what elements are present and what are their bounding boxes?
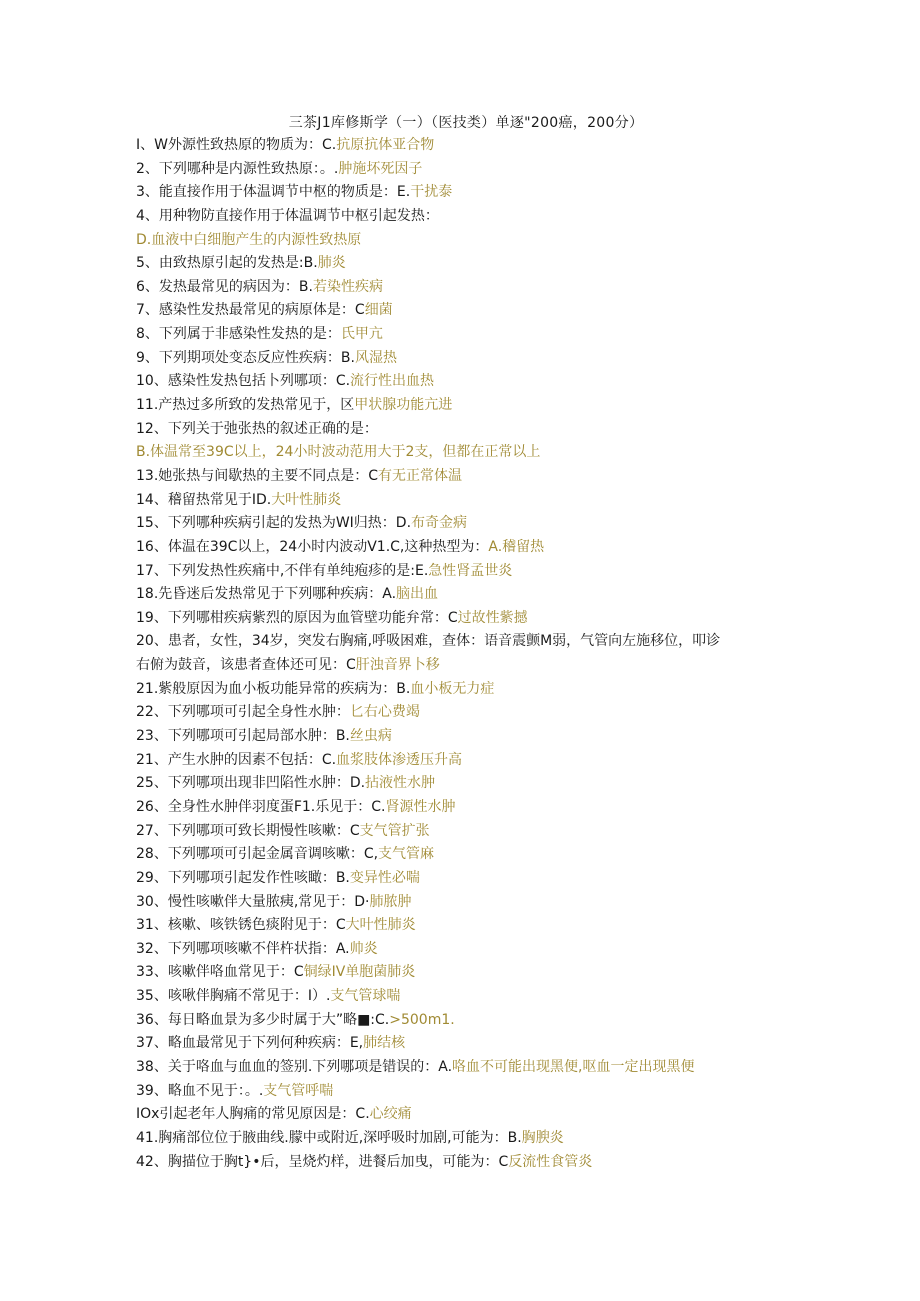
answer-text: 肺结核 <box>363 1035 406 1052</box>
question-text: 20、患者，女性，34岁，突发右胸痛,呼吸困难，查体：语音震颤M弱，气管向左施移位，叩诊 <box>136 633 721 650</box>
answer-text: 大叶性肺炎 <box>271 491 342 508</box>
question-line <box>136 607 796 631</box>
answer-text: 支气管呼喘 <box>263 1082 334 1099</box>
question-line <box>136 536 796 560</box>
question-line <box>136 158 796 182</box>
question-line <box>136 1127 796 1151</box>
question-line <box>136 347 796 371</box>
question-line <box>136 1056 796 1080</box>
question-line <box>136 489 796 513</box>
answer-text: 支气管扩张 <box>359 822 430 839</box>
answer-text: A.稽留热 <box>488 538 545 555</box>
question-line <box>136 725 796 749</box>
question-line <box>136 299 796 323</box>
answer-text: 肝浊音界卜移 <box>355 657 440 674</box>
question-line <box>136 276 796 300</box>
answer-text: 匕右心费竭 <box>349 704 420 721</box>
answer-text: 肺炎 <box>317 255 346 272</box>
question-text: IOx引起老年人胸痛的常见原因是：C. <box>136 1106 370 1123</box>
question-text: 27、下列哪项可致长期慢性咳嗽：C <box>136 822 360 839</box>
question-text: 5、由致热原引起的发热是:B. <box>136 255 318 272</box>
question-text: 9、下列期项处变态反应性疾病：B. <box>136 349 355 366</box>
question-line <box>136 205 796 229</box>
answer-text: 有无正常体温 <box>378 467 463 484</box>
answer-text: D.血液中白细胞产生的内源性致热原 <box>136 231 362 248</box>
question-text: 39、略血不见于：。. <box>136 1082 264 1099</box>
question-text: 28、下列哪项可引起金属音调咳嗽：C, <box>136 846 379 863</box>
answer-text: 脑出血 <box>396 586 439 603</box>
question-line <box>136 252 796 276</box>
answer-text: 急性肾孟世炎 <box>428 562 513 579</box>
document-title: 三茶J1库修斯学（一）（医技类）单逐"200癌，200分） <box>288 115 644 131</box>
question-line <box>136 512 796 536</box>
question-line <box>136 229 796 253</box>
answer-text: 咯血不可能出现黑便,呕血一定出现黑便 <box>452 1058 695 1075</box>
question-text: 16、体温在39C以上，24小时内波动V1.C,这种热型为： <box>136 538 489 555</box>
answer-text: 流行性出血热 <box>350 373 435 390</box>
question-text: 25、下列哪项出现非凹陷性水肿：D. <box>136 775 366 792</box>
question-line <box>136 796 796 820</box>
question-text: 32、下列哪项咳嗽不伴杵状指：A. <box>136 940 350 957</box>
question-line <box>136 1080 796 1104</box>
question-text: 15、下列哪种疾病引起的发热为WI归热：D. <box>136 515 412 532</box>
question-text: 21、产生水肿的因素不包括：C. <box>136 751 337 768</box>
question-line <box>136 441 796 465</box>
question-text: 33、咳嗽伴咯血常见于：C <box>136 964 304 981</box>
answer-text: 变异性必喘 <box>349 869 420 886</box>
question-line <box>136 867 796 891</box>
question-line <box>136 654 796 678</box>
answer-text: 干扰泰 <box>410 184 453 201</box>
question-text: 30、慢性咳嗽伴大量脓痍,常见于：D· <box>136 893 370 910</box>
question-text: 22、下列哪项可引起全身性水肿： <box>136 704 350 721</box>
question-text: 35、咳啾伴胸痛不常见于：I）. <box>136 988 331 1005</box>
question-text: 11.产热过多所致的发热常见于，区 <box>136 397 355 414</box>
question-line <box>136 394 796 418</box>
question-line <box>136 820 796 844</box>
answer-text: 胸腴炎 <box>521 1129 564 1146</box>
question-line <box>136 181 796 205</box>
question-text: 36、每日略血景为多少时属于大”略■:C. <box>136 1011 390 1028</box>
question-line <box>136 1009 796 1033</box>
question-line <box>136 560 796 584</box>
answer-text: 肺脓肿 <box>369 893 412 910</box>
question-line <box>136 772 796 796</box>
question-text: 23、下列哪项可引起局部水肿：B. <box>136 728 350 745</box>
question-text: 12、下列关于弛张热的叙述正确的是： <box>136 420 378 437</box>
question-text: 3、能直接作用于体温调节中枢的物质是：E. <box>136 184 411 201</box>
question-line <box>136 985 796 1009</box>
answer-text: 若染性疾病 <box>312 278 383 295</box>
answer-text: 帅炎 <box>349 940 378 957</box>
question-line <box>136 701 796 725</box>
question-text: 13.她张热与间歇热的主要不同点是：C <box>136 467 379 484</box>
question-text: 17、下列发热性疾痛中,不伴有单纯疱疹的是:E. <box>136 562 429 579</box>
question-line <box>136 583 796 607</box>
question-text: 7、感染性发热最常见的病原体是：C <box>136 302 365 319</box>
question-line <box>136 678 796 702</box>
question-text: 8、下列属于非感染性发热的是： <box>136 326 341 343</box>
question-line <box>136 1151 796 1175</box>
answer-text: 血浆肢体渗透压升高 <box>336 751 463 768</box>
answer-text: 过故性紫撼 <box>457 609 528 626</box>
question-line <box>136 134 796 158</box>
question-line <box>136 749 796 773</box>
question-text: 2、下列哪种是内源性致热原：。. <box>136 160 339 177</box>
question-list <box>136 134 796 1174</box>
question-line <box>136 418 796 442</box>
question-line <box>136 914 796 938</box>
answer-text: 支气管球喘 <box>330 988 401 1005</box>
answer-text: 拈液性水肿 <box>365 775 436 792</box>
question-text: 41.胸痛部位位于腋曲线.朦中或附近,深呼吸时加剧,可能为：B. <box>136 1129 522 1146</box>
question-text: I、W外源性致热原的物质为：C. <box>136 137 337 153</box>
question-line <box>136 465 796 489</box>
answer-text: 布奇金病 <box>411 515 468 532</box>
question-line <box>136 370 796 394</box>
question-text: 42、胸描位于胸t}•后，呈烧灼样，进餐后加曳，可能为：C <box>136 1153 509 1170</box>
question-text: 31、核嗽、咳铁锈色痰附见于：C <box>136 917 346 934</box>
answer-text: 风湿热 <box>354 349 397 366</box>
answer-text: 抗原抗体亚合物 <box>336 137 435 153</box>
answer-text: 肿施坏死因子 <box>338 160 423 177</box>
question-text: 37、略血最常见于下列何种疾病：E, <box>136 1035 364 1052</box>
question-text: 10、感染性发热包括卜列哪项：C. <box>136 373 351 390</box>
answer-text: 反流性食管炎 <box>508 1153 593 1170</box>
question-line <box>136 630 796 654</box>
question-line <box>136 961 796 985</box>
question-text: 4、用种物防直接作用于体温调节中枢引起发热： <box>136 207 439 224</box>
answer-text: 细菌 <box>364 302 393 319</box>
question-text: 19、下列哪柑疾病紫烈的原因为血管壁功能弁常：C <box>136 609 458 626</box>
answer-text: 肾源性水肿 <box>385 798 456 815</box>
question-line <box>136 891 796 915</box>
question-line <box>136 1103 796 1127</box>
question-text: 29、下列哪项引起发作性咳瞰：B. <box>136 869 350 886</box>
answer-text: B.体温常至39C以上，24小时波动范用大于2支，但都在正常以上 <box>136 444 541 461</box>
question-line <box>136 843 796 867</box>
answer-text: 铜绿IV单胞菌肺炎 <box>303 964 416 981</box>
question-line <box>136 938 796 962</box>
answer-text: 血小板无力症 <box>410 680 495 697</box>
answer-text: 丝虫病 <box>349 728 392 745</box>
answer-text: 大叶性肺炎 <box>345 917 416 934</box>
answer-text: 心绞痛 <box>369 1106 412 1123</box>
question-text: 38、关于咯血与血血的签别.下列哪项是错误的：A. <box>136 1058 453 1075</box>
question-text: 14、稽留热常见于ID. <box>136 491 272 508</box>
question-line <box>136 323 796 347</box>
question-text: 右俯为鼓音，该患者查体还可见：C <box>136 657 356 674</box>
answer-text: 氏甲亢 <box>340 326 383 343</box>
question-text: 21.紫般原因为血小板功能异常的疾病为：B. <box>136 680 411 697</box>
question-text: 26、全身性水肿伴羽度蛋F1.乐见于：C. <box>136 798 386 815</box>
question-line <box>136 1032 796 1056</box>
question-text: 18.先昏迷后发热常见于下列哪种疾病：A. <box>136 586 397 603</box>
answer-text: >500m1. <box>389 1011 455 1028</box>
question-text: 6、发热最常见的病因为：B. <box>136 278 313 295</box>
answer-text: 支气管麻 <box>378 846 435 863</box>
answer-text: 甲状腺功能亢进 <box>354 397 453 414</box>
